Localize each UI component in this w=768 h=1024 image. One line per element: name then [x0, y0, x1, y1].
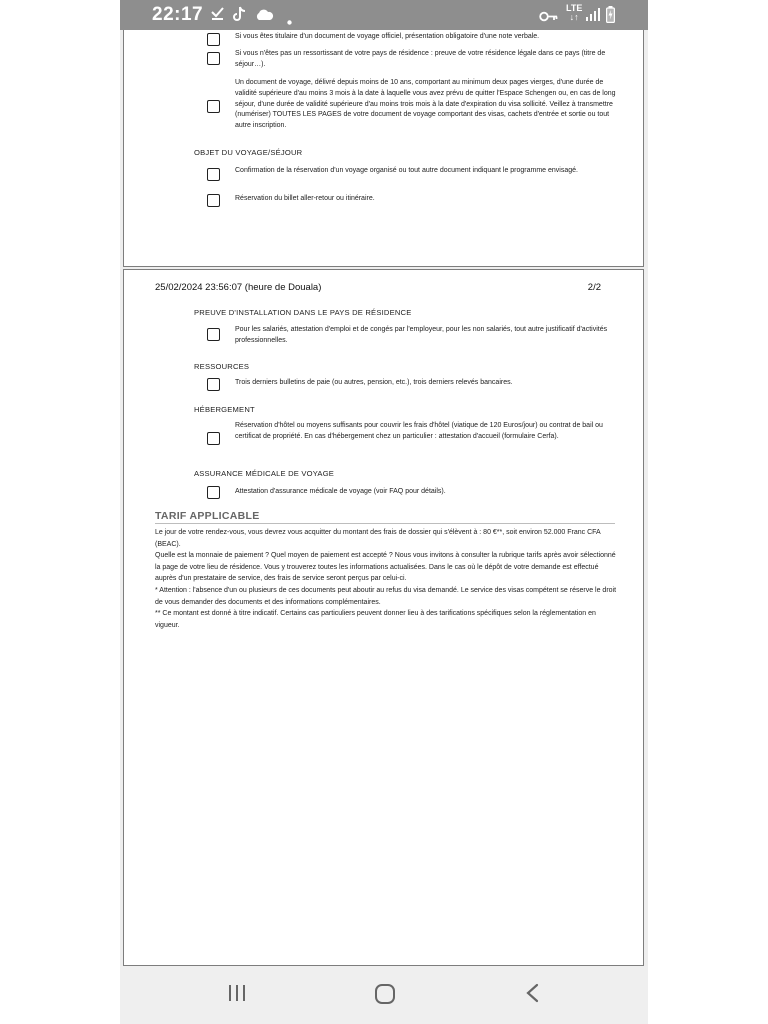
status-time: 22:17 [152, 4, 204, 25]
checklist-item-text: Si vous êtes titulaire d'un document de voyage officiel, présentation obligatoire d'une note verbale. [235, 33, 540, 40]
document-page-1 [123, 30, 644, 267]
page-number: 2/2 [587, 282, 601, 293]
battery-charging-icon [606, 6, 615, 28]
lte-icon: LTE ↓↑ [566, 3, 583, 22]
tiktok-icon [233, 6, 247, 27]
section-heading: ASSURANCE MÉDICALE DE VOYAGE [194, 469, 335, 478]
checkbox[interactable] [207, 486, 220, 499]
divider [155, 523, 615, 524]
checklist-item-text: Réservation du billet aller-retour ou itinéraire. [235, 195, 375, 202]
checkbox[interactable] [207, 378, 220, 391]
tarif-heading: TARIF APPLICABLE [155, 510, 260, 522]
checkbox[interactable] [207, 432, 220, 445]
status-bar [120, 0, 648, 30]
section-heading: RESSOURCES [194, 362, 250, 371]
navigation-bar [120, 966, 648, 1024]
checklist-item-text: Réservation d'hôtel ou moyens suffisants pour couvrir les frais d'hôtel (viatique de 120 Euros/jour) ou contrat de bail ou certificat de propriété. En cas d'hébergement chez un particulier : attestation d'accueil (formulaire Cerfa). [235, 422, 603, 440]
checklist-item-text: Confirmation de la réservation d'un voyage organisé ou tout autre document indiquant le programme envisagé. [235, 167, 578, 174]
checkbox[interactable] [207, 100, 220, 113]
phone-screen [120, 0, 648, 1024]
cloud-icon [255, 8, 274, 26]
checkbox[interactable] [207, 168, 220, 181]
checklist-item-text: Attestation d'assurance médicale de voyage (voir FAQ pour détails). [235, 488, 446, 495]
checklist-item-text: Pour les salariés, attestation d'emploi et de congés par l'employeur, pour les non salariés, tout autre justificatif d'activités professionnelles. [235, 326, 608, 344]
key-icon [539, 9, 558, 27]
dot-icon [287, 12, 292, 30]
tarif-paragraph: ** Ce montant est donné à titre indicatif. Certains cas particuliers peuvent donner lieu à des tarifications spécifiques selon la réglementation en vigueur. [155, 610, 596, 629]
tarif-body [155, 527, 618, 631]
tarif-paragraph: * Attention : l'absence d'un ou plusieurs de ces documents peut aboutir au refus du visa demandé. Le service des visas compétent se réserve le droit de vous demander des documents et des informations complémentaires. [155, 586, 617, 606]
section-heading: HÉBERGEMENT [194, 405, 255, 414]
back-icon[interactable] [525, 983, 539, 1008]
tarif-paragraph: Quelle est la monnaie de paiement ? Quel moyen de paiement est accepté ? Nous vous invitons à consulter la rubrique tarifs après avoir sélectionné la page de votre lieu de résidence. Vous y trouverez toutes les informations actualisées. Dans le cas où le dépôt de votre demande est effectué auprès d'un prestataire de service, des frais de service seront perçus par celui-ci. [155, 552, 616, 583]
checkbox[interactable] [207, 33, 220, 46]
home-icon[interactable] [374, 983, 396, 1010]
recent-apps-icon[interactable] [227, 983, 247, 1008]
checkbox[interactable] [207, 194, 220, 207]
checkbox[interactable] [207, 52, 220, 65]
signal-icon [585, 7, 600, 26]
checklist-item-text: Si vous n'êtes pas un ressortissant de votre pays de résidence : preuve de votre résidence légale dans ce pays (titre de séjour…). [235, 50, 606, 68]
section-heading: PREUVE D'INSTALLATION DANS LE PAYS DE RÉSIDENCE [194, 308, 412, 317]
tarif-paragraph: Le jour de votre rendez-vous, vous devrez vous acquitter du montant des frais de dossier qui s'élèvent à : 80 €**, soit environ 52.000 Franc CFA (BEAC). [155, 529, 601, 548]
download-done-icon [210, 6, 225, 26]
checkbox[interactable] [207, 328, 220, 341]
section-heading: OBJET DU VOYAGE/SÉJOUR [194, 148, 303, 157]
document-date: 25/02/2024 23:56:07 (heure de Douala) [155, 282, 322, 293]
document-page-2 [123, 269, 644, 966]
checklist-item-text: Trois derniers bulletins de paie (ou autres, pension, etc.), trois derniers relevés bancaires. [235, 379, 513, 386]
network-type: LTE [566, 3, 583, 13]
checklist-item-text: Un document de voyage, délivré depuis moins de 10 ans, comportant au minimum deux pages vierges, d'une durée de validité supérieure d'au moins 3 mois à la date à laquelle vous avez prévu de quitter l'Espace Schengen ou, en cas de long séjour, d'une durée de validité supérieure d'au moins trois mois à la date d'expiration du visa sollicité. Veillez à transmettre (numériser) TOUTES LES PAGES de votre document de voyage comportant des visas, cachets d'entrée et sortie ou tout autre inscription. [235, 79, 616, 130]
